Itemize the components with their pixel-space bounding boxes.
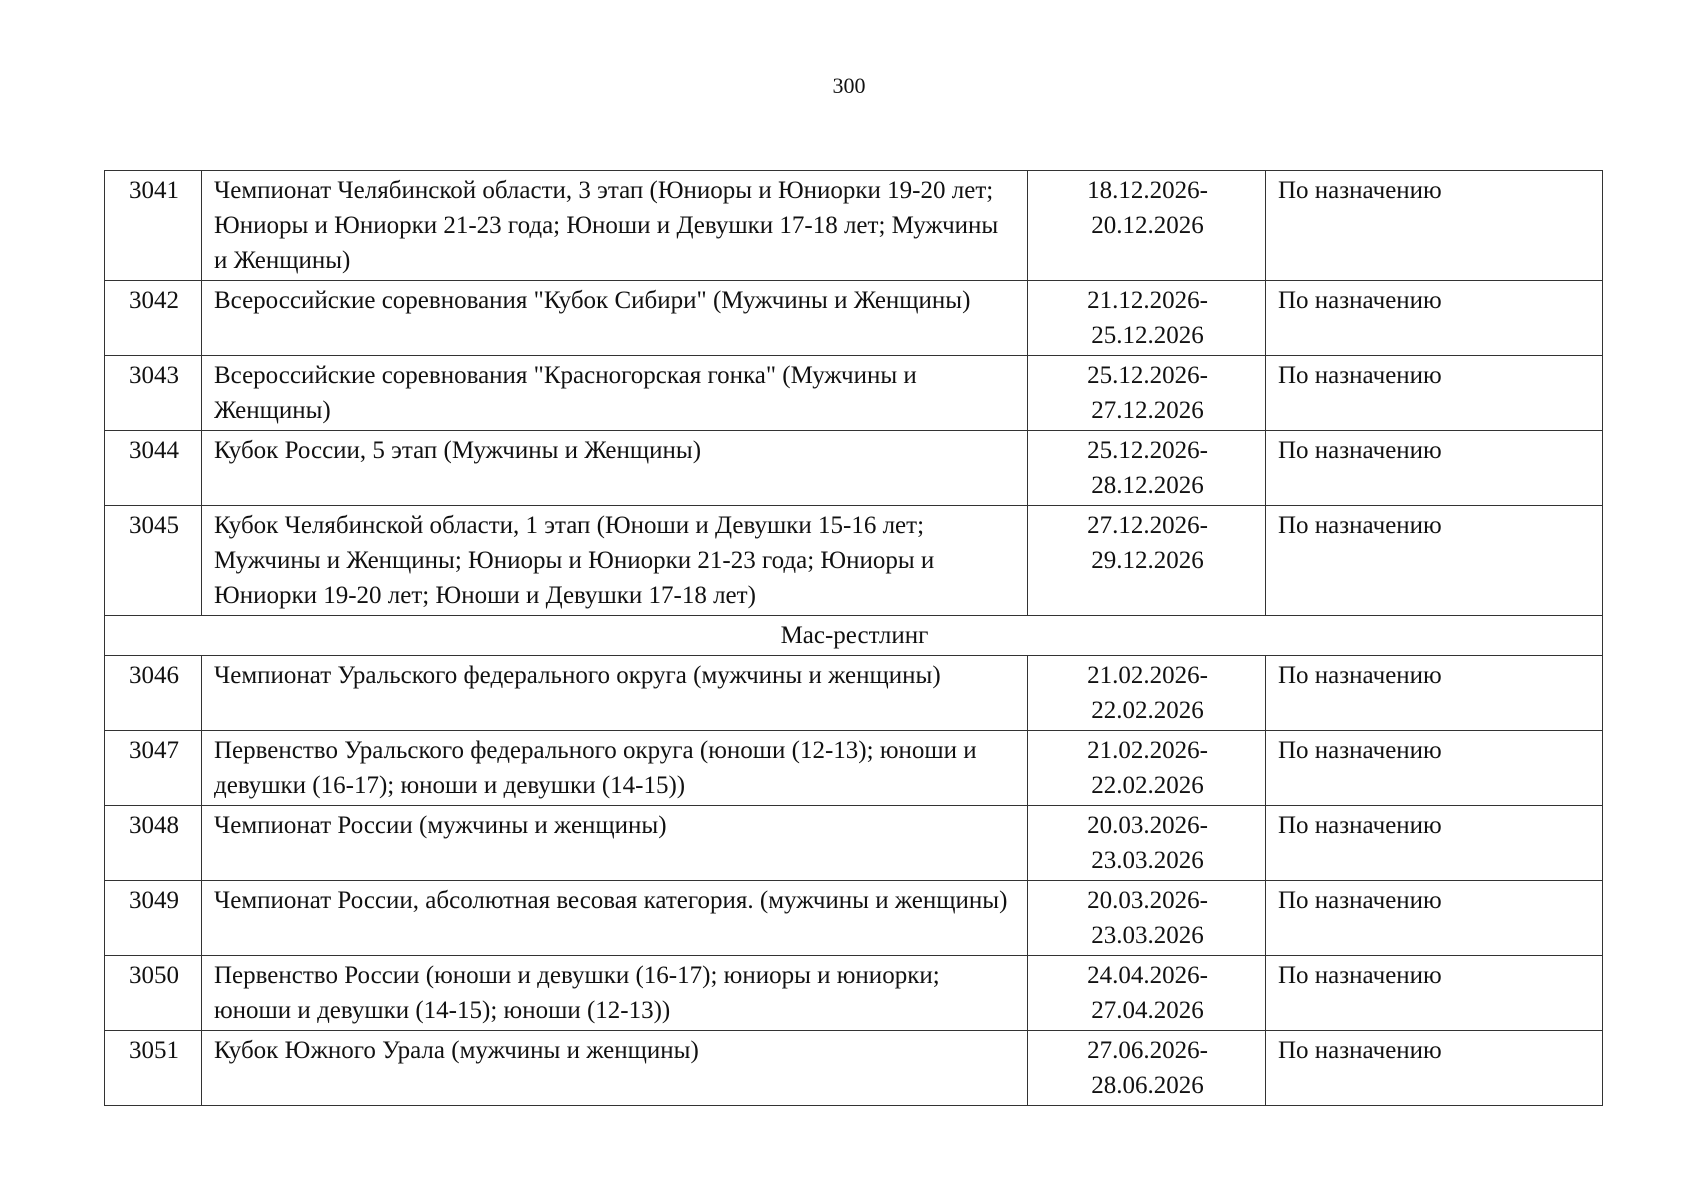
event-number: 3049 (105, 881, 202, 956)
date-end: 22.02.2026 (1091, 697, 1204, 724)
event-number: 3046 (105, 656, 202, 731)
date-start: 27.06.2026- (1087, 1037, 1208, 1064)
event-dates (1028, 956, 1266, 1031)
date-end: 27.04.2026 (1091, 997, 1204, 1024)
date-end: 29.12.2026 (1091, 547, 1204, 574)
date-start: 18.12.2026- (1087, 177, 1208, 204)
date-end: 27.12.2026 (1091, 397, 1204, 424)
event-dates (1028, 1031, 1266, 1106)
date-end: 28.06.2026 (1091, 1072, 1204, 1099)
events-table (104, 170, 1603, 1106)
table-row (105, 431, 1603, 506)
event-number: 3050 (105, 956, 202, 1031)
event-name: Чемпионат России (мужчины и женщины) (202, 806, 1028, 881)
event-location: По назначению (1266, 431, 1603, 506)
event-number: 3043 (105, 356, 202, 431)
event-number: 3045 (105, 506, 202, 616)
event-dates (1028, 506, 1266, 616)
event-dates (1028, 656, 1266, 731)
section-header-row (105, 616, 1603, 656)
event-location: По назначению (1266, 281, 1603, 356)
date-end: 28.12.2026 (1091, 472, 1204, 499)
event-number: 3044 (105, 431, 202, 506)
date-end: 25.12.2026 (1091, 322, 1204, 349)
table-row (105, 506, 1603, 616)
event-name: Чемпионат Уральского федерального округа (мужчины и женщины) (202, 656, 1028, 731)
event-number: 3048 (105, 806, 202, 881)
table-row (105, 1031, 1603, 1106)
table-row (105, 656, 1603, 731)
section-title: Мас-рестлинг (105, 616, 1603, 656)
event-location: По назначению (1266, 656, 1603, 731)
date-start: 21.12.2026- (1087, 287, 1208, 314)
date-start: 25.12.2026- (1087, 362, 1208, 389)
table-row (105, 956, 1603, 1031)
event-number: 3042 (105, 281, 202, 356)
event-location: По назначению (1266, 506, 1603, 616)
date-end: 22.02.2026 (1091, 772, 1204, 799)
event-name: Кубок России, 5 этап (Мужчины и Женщины) (202, 431, 1028, 506)
date-start: 21.02.2026- (1087, 737, 1208, 764)
event-location: По назначению (1266, 171, 1603, 281)
table-row (105, 281, 1603, 356)
event-dates (1028, 356, 1266, 431)
event-number: 3051 (105, 1031, 202, 1106)
table-row (105, 806, 1603, 881)
event-location: По назначению (1266, 956, 1603, 1031)
date-end: 23.03.2026 (1091, 847, 1204, 874)
event-dates (1028, 806, 1266, 881)
table-row (105, 356, 1603, 431)
event-location: По назначению (1266, 1031, 1603, 1106)
date-start: 25.12.2026- (1087, 437, 1208, 464)
date-start: 20.03.2026- (1087, 812, 1208, 839)
event-dates (1028, 171, 1266, 281)
event-name: Первенство России (юноши и девушки (16-17); юниоры и юниорки; юноши и девушки (14-15); юноши (12-13)) (202, 956, 1028, 1031)
event-dates (1028, 881, 1266, 956)
event-name: Всероссийские соревнования "Кубок Сибири" (Мужчины и Женщины) (202, 281, 1028, 356)
event-name: Чемпионат России, абсолютная весовая категория. (мужчины и женщины) (202, 881, 1028, 956)
date-end: 23.03.2026 (1091, 922, 1204, 949)
event-name: Кубок Южного Урала (мужчины и женщины) (202, 1031, 1028, 1106)
event-location: По назначению (1266, 881, 1603, 956)
event-location: По назначению (1266, 731, 1603, 806)
date-start: 20.03.2026- (1087, 887, 1208, 914)
date-start: 24.04.2026- (1087, 962, 1208, 989)
event-number: 3041 (105, 171, 202, 281)
event-location: По назначению (1266, 806, 1603, 881)
date-start: 27.12.2026- (1087, 512, 1208, 539)
event-name: Первенство Уральского федерального округа (юноши (12-13); юноши и девушки (16-17); юноши и девушки (14-15)) (202, 731, 1028, 806)
table-row (105, 731, 1603, 806)
event-name: Чемпионат Челябинской области, 3 этап (Юниоры и Юниорки 19-20 лет; Юниоры и Юниорки 21-23 года; Юноши и Девушки 17-18 лет; Мужчины и Женщины) (202, 171, 1028, 281)
table-row (105, 881, 1603, 956)
event-name: Кубок Челябинской области, 1 этап (Юноши и Девушки 15-16 лет; Мужчины и Женщины; Юниоры и Юниорки 21-23 года; Юниоры и Юниорки 19-20 лет; Юноши и Девушки 17-18 лет) (202, 506, 1028, 616)
date-start: 21.02.2026- (1087, 662, 1208, 689)
event-dates (1028, 731, 1266, 806)
table-row (105, 171, 1603, 281)
event-name: Всероссийские соревнования "Красногорская гонка" (Мужчины и Женщины) (202, 356, 1028, 431)
event-dates (1028, 281, 1266, 356)
date-end: 20.12.2026 (1091, 212, 1204, 239)
event-location: По назначению (1266, 356, 1603, 431)
page-number: 300 (832, 73, 866, 98)
events-table-body (105, 171, 1603, 1106)
event-number: 3047 (105, 731, 202, 806)
event-dates (1028, 431, 1266, 506)
